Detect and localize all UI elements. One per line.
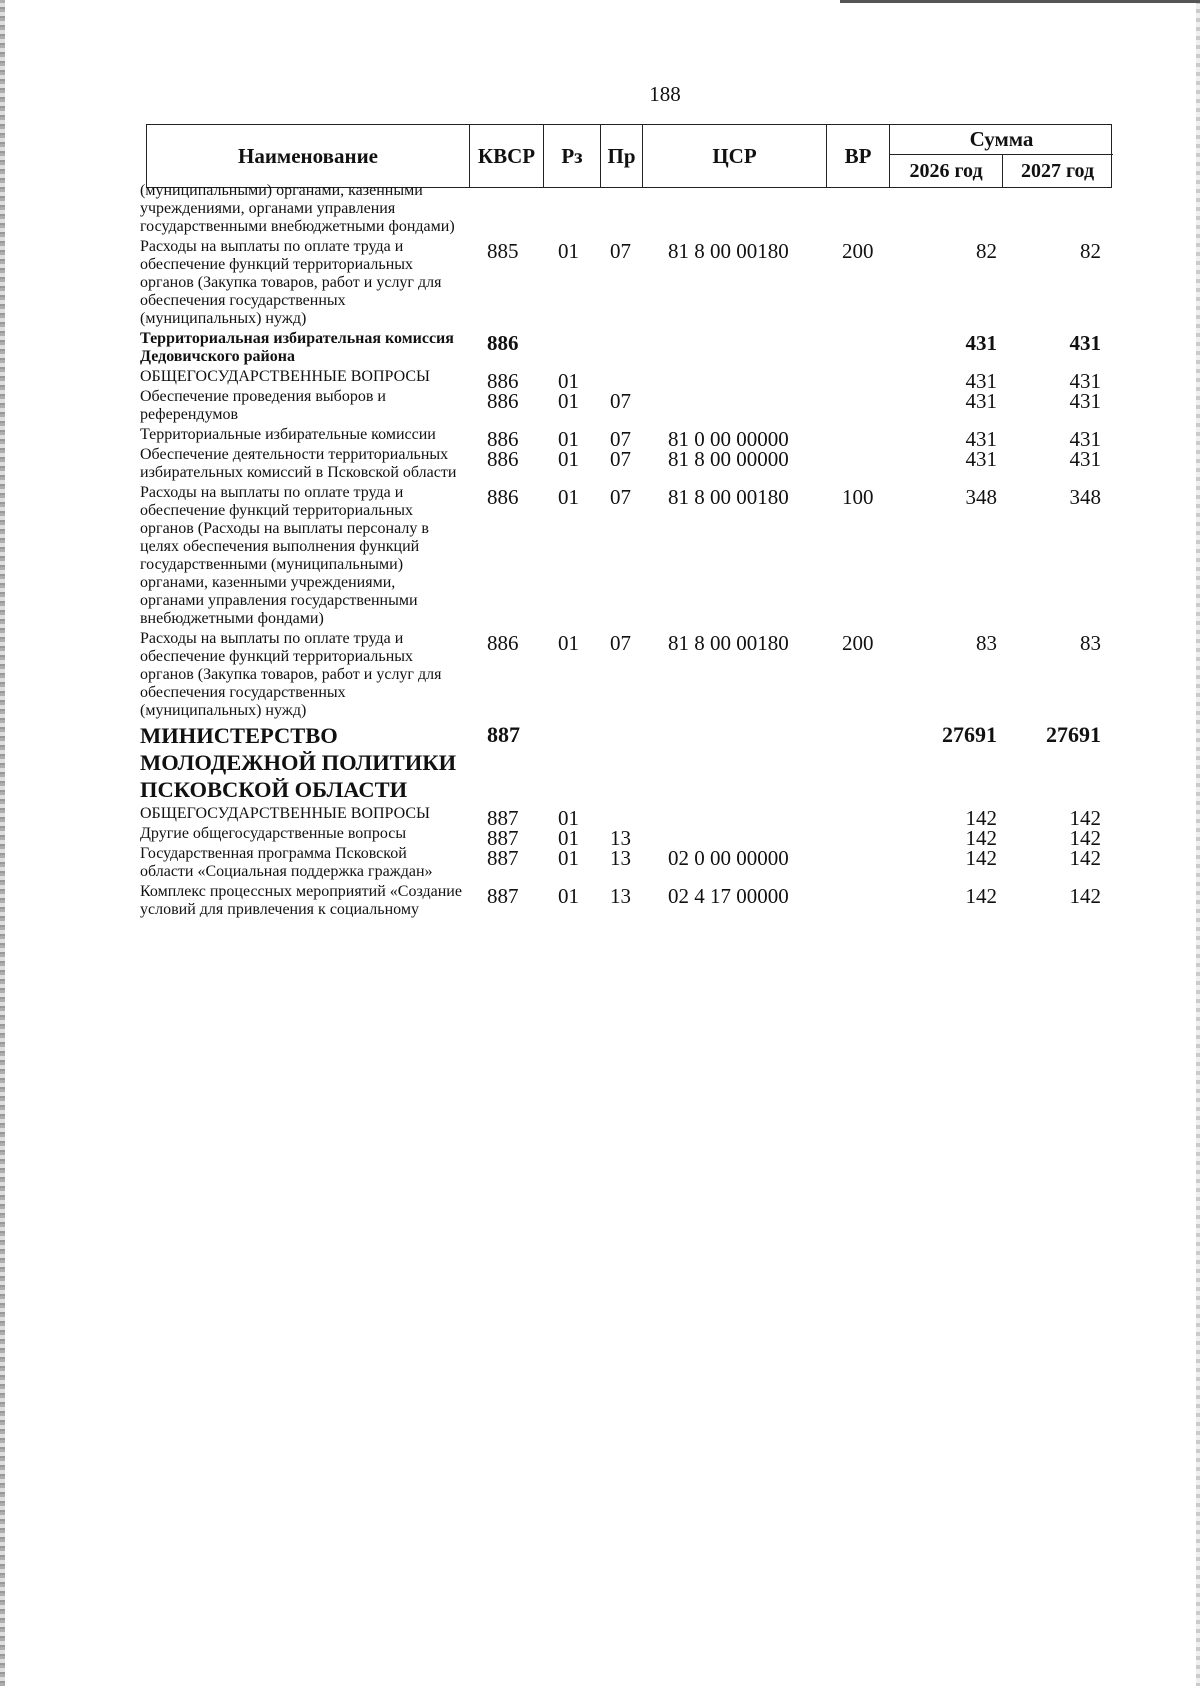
row-name: Территориальные избирательные комиссии <box>140 426 436 443</box>
row-sum-2027: 431 <box>1069 427 1101 451</box>
row-sum-2027: 142 <box>1069 826 1101 850</box>
row-sum-2027: 27691 <box>1046 722 1101 747</box>
row-sum-2027: 431 <box>1069 369 1101 393</box>
table-row <box>0 368 1200 393</box>
row-sum-2027: 142 <box>1069 806 1101 830</box>
header-vr: ВР <box>826 125 889 187</box>
row-rz: 01 <box>558 631 579 655</box>
row-sum-2027: 142 <box>1069 846 1101 870</box>
row-sum-2027: 83 <box>1080 631 1101 655</box>
row-kvsr: 887 <box>487 826 519 850</box>
header-csr: ЦСР <box>642 125 826 187</box>
row-kvsr: 887 <box>487 846 519 870</box>
table-row <box>0 426 1200 451</box>
row-sum-2026: 142 <box>965 884 997 908</box>
row-pr: 07 <box>610 485 631 509</box>
row-name: (муниципальными) органами, казенными учреждениями, органами управления государственными внебюджетными фондами) <box>140 182 455 235</box>
row-rz: 01 <box>558 427 579 451</box>
row-vr: 200 <box>842 631 874 655</box>
row-sum-2026: 431 <box>965 447 997 471</box>
table-row <box>0 825 1200 850</box>
row-csr: 81 8 00 00180 <box>668 631 789 655</box>
table-row <box>0 238 1200 328</box>
table-row <box>0 722 1200 803</box>
row-name: Расходы на выплаты по оплате труда и обеспечение функций территориальных органов (Расходы на выплаты персоналу в целях обеспечения выполнения функций государственными (муниципальными) органами, казенными учреждениями, органами управления государственными внебюджетными фондами) <box>140 484 429 627</box>
header-year-2026: 2026 год <box>909 159 983 182</box>
row-name: Расходы на выплаты по оплате труда и обеспечение функций территориальных органов (Закупка товаров, работ и услуг для обеспечения государственных (муниципальных) нужд) <box>140 630 442 719</box>
table-row <box>0 388 1200 424</box>
row-pr: 13 <box>610 826 631 850</box>
table-row <box>0 883 1200 919</box>
row-sum-2026: 142 <box>965 846 997 870</box>
row-kvsr: 886 <box>487 369 519 393</box>
table-row <box>0 630 1200 720</box>
row-name: Комплекс процессных мероприятий «Создание условий для привлечения к социальному <box>140 883 462 918</box>
row-rz: 01 <box>558 846 579 870</box>
row-name: Расходы на выплаты по оплате труда и обеспечение функций территориальных органов (Закупка товаров, работ и услуг для обеспечения государственных (муниципальных) нужд) <box>140 238 442 327</box>
row-kvsr: 886 <box>487 389 519 413</box>
row-sum-2026: 83 <box>976 631 997 655</box>
row-kvsr: 886 <box>487 331 519 355</box>
row-sum-2026: 142 <box>965 806 997 830</box>
header-sum: Сумма <box>890 125 1113 155</box>
row-sum-2027: 431 <box>1069 389 1101 413</box>
row-sum-2027: 431 <box>1069 331 1101 355</box>
header-rz: Рз <box>543 125 600 187</box>
row-csr: 02 4 17 00000 <box>668 884 789 908</box>
header-kvsr: КВСР <box>469 125 543 187</box>
row-name: Территориальная избирательная комиссия Дедовичского района <box>140 330 454 365</box>
row-sum-2026: 431 <box>965 389 997 413</box>
row-name: МИНИСТЕРСТВО МОЛОДЕЖНОЙ ПОЛИТИКИ ПСКОВСКОЙ ОБЛАСТИ <box>140 723 457 802</box>
row-sum-2026: 82 <box>976 239 997 263</box>
row-pr: 13 <box>610 884 631 908</box>
row-rz: 01 <box>558 369 579 393</box>
row-vr: 200 <box>842 239 874 263</box>
table-row <box>0 330 1200 366</box>
row-pr: 13 <box>610 846 631 870</box>
row-sum-2027: 82 <box>1080 239 1101 263</box>
row-name: Обеспечение деятельности территориальных избирательных комиссий в Псковской области <box>140 446 457 481</box>
row-rz: 01 <box>558 884 579 908</box>
row-sum-2027: 142 <box>1069 884 1101 908</box>
row-pr: 07 <box>610 631 631 655</box>
row-sum-2026: 431 <box>965 369 997 393</box>
row-pr: 07 <box>610 427 631 451</box>
row-sum-2027: 348 <box>1069 485 1101 509</box>
row-sum-2026: 431 <box>965 427 997 451</box>
header-pr: Пр <box>600 125 642 187</box>
header-name: Наименование <box>238 143 378 168</box>
header-year-2027: 2027 год <box>1002 155 1112 187</box>
row-name: Обеспечение проведения выборов и референдумов <box>140 388 386 423</box>
row-csr: 81 8 00 00180 <box>668 239 789 263</box>
row-sum-2026: 27691 <box>942 722 997 747</box>
row-sum-2026: 431 <box>965 331 997 355</box>
row-csr: 81 0 00 00000 <box>668 427 789 451</box>
row-name: ОБЩЕГОСУДАРСТВЕННЫЕ ВОПРОСЫ <box>140 805 430 822</box>
row-kvsr: 887 <box>487 806 519 830</box>
row-sum-2026: 142 <box>965 826 997 850</box>
row-csr: 81 8 00 00180 <box>668 485 789 509</box>
row-pr: 07 <box>610 389 631 413</box>
table-row <box>0 182 1200 236</box>
row-sum-2027: 431 <box>1069 447 1101 471</box>
table-row <box>0 446 1200 482</box>
row-rz: 01 <box>558 389 579 413</box>
table-row <box>0 845 1200 881</box>
table-row <box>0 484 1200 628</box>
row-kvsr: 886 <box>487 485 519 509</box>
row-pr: 07 <box>610 447 631 471</box>
page-number: 188 <box>649 82 681 106</box>
row-rz: 01 <box>558 447 579 471</box>
row-kvsr: 886 <box>487 447 519 471</box>
row-kvsr: 885 <box>487 239 519 263</box>
row-kvsr: 886 <box>487 427 519 451</box>
row-sum-2026: 348 <box>965 485 997 509</box>
table-row <box>0 805 1200 830</box>
scan-edge-top <box>840 0 1200 3</box>
table-body <box>0 182 1200 921</box>
row-rz: 01 <box>558 806 579 830</box>
row-name: Государственная программа Псковской области «Социальная поддержка граждан» <box>140 845 433 880</box>
row-csr: 81 8 00 00000 <box>668 447 789 471</box>
row-kvsr: 886 <box>487 631 519 655</box>
row-name: ОБЩЕГОСУДАРСТВЕННЫЕ ВОПРОСЫ <box>140 368 430 385</box>
row-csr: 02 0 00 00000 <box>668 846 789 870</box>
row-rz: 01 <box>558 826 579 850</box>
row-kvsr: 887 <box>487 884 519 908</box>
table-header <box>146 124 1112 188</box>
row-name: Другие общегосударственные вопросы <box>140 825 407 842</box>
row-vr: 100 <box>842 485 874 509</box>
row-rz: 01 <box>558 239 579 263</box>
row-rz: 01 <box>558 485 579 509</box>
row-kvsr: 887 <box>487 722 520 747</box>
header-sum-group <box>889 125 1113 187</box>
row-pr: 07 <box>610 239 631 263</box>
